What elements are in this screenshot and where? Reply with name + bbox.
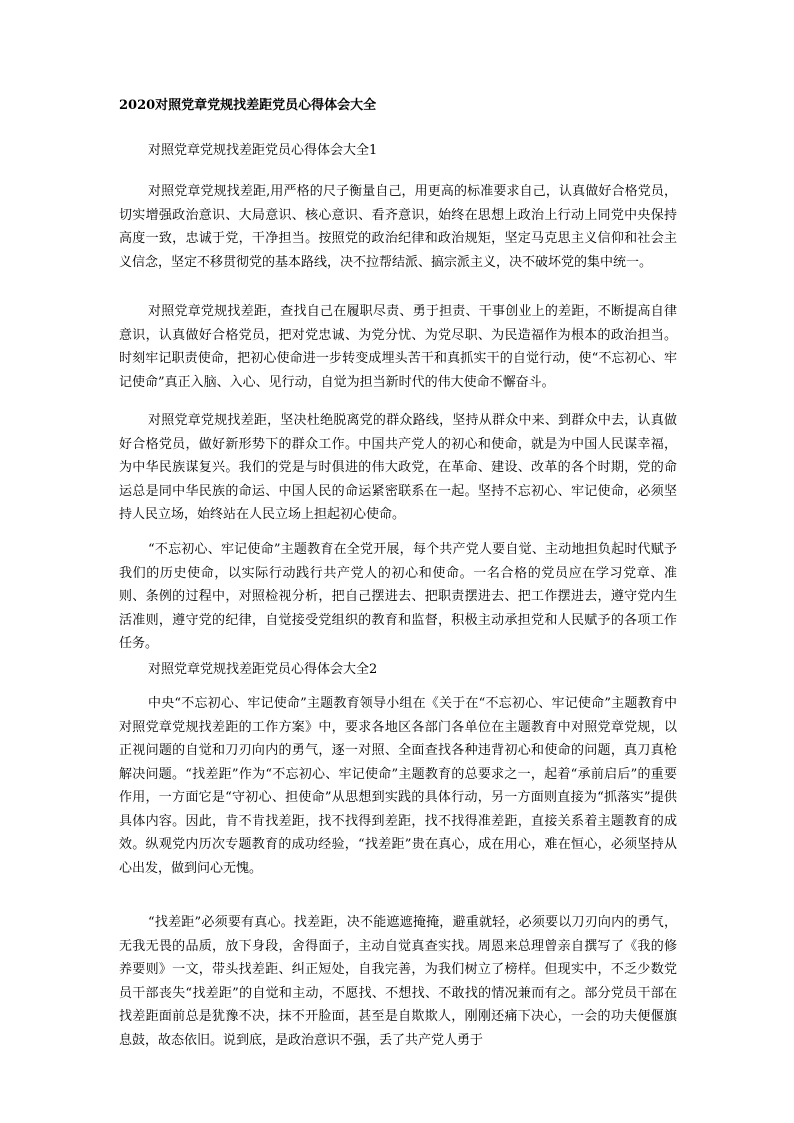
section-heading-2: 对照党章党规找差距党员心得体会大全2 xyxy=(148,662,378,677)
section-heading-1: 对照党章党规找差距党员心得体会大全1 xyxy=(148,143,378,158)
document-title: 2020对照党章党规找差距党员心得体会大全 xyxy=(119,98,377,113)
paragraph: 中央“不忘初心、牢记使命”主题教育领导小组在《关于在“不忘初心、牢记使命”主题教育中对照党章党规找差距的工作方案》中，要求各地区各部门各单位在主题教育中对照党章党规，以正视问题的自觉和刀刃向内的勇气，逐一对照、全面查找各种违背初心和使命的问题，真刀真枪解决问题。“找差距”作为“不忘初心、牢记使命”主题教育的总要求之一，起着“承前启后”的重要作用，一方面它是“守初心、担使命”从思想到实践的具体行动，另一方面则直接为“抓落实”提供具体内容。因此，肯不肯找差距，找不找得到差距，找不找得准差距，直接关系着主题教育的成效。纵观党内历次专题教育的成功经验，“找差距”贵在真心，成在用心，难在恒心，必须坚持从心出发，做到问心无愧。 xyxy=(119,696,677,876)
paragraph: 对照党章党规找差距，坚决杜绝脱离党的群众路线，坚持从群众中来、到群众中去，认真做好合格党员，做好新形势下的群众工作。中国共产党人的初心和使命，就是为中国人民谋幸福，为中华民族谋复兴。我们的党是与时俱进的伟大政党，在革命、建设、改革的各个时期，党的命运总是同中华民族的命运、中国人民的命运紧密联系在一起。坚持不忘初心、牢记使命，必须坚持人民立场，始终站在人民立场上担起初心使命。 xyxy=(119,413,677,522)
paragraph: “找差距”必须要有真心。找差距，决不能遮遮掩掩，避重就轻，必须要以刀刃向内的勇气，无我无畏的品质，放下身段，舍得面子，主动自觉真查实找。周恩来总理曾亲自撰写了《我的修养要则》一文，带头找差距、纠正短处，自我完善，为我们树立了榜样。但现实中，不乏少数党员干部丧失“找差距”的自觉和主动，不愿找、不想找、不敢找的情况兼而有之。部分党员干部在找差距面前总是犹豫不决，抹不开脸面，甚至是自欺欺人，刚刚还痛下决心，一会的功夫便偃旗息鼓，故态依旧。说到底，是政治意识不强，丢了共产党人勇于 xyxy=(119,915,677,1048)
paragraph: “不忘初心、牢记使命”主题教育在全党开展，每个共产党人要自觉、主动地担负起时代赋予我们的历史使命，以实际行动践行共产党人的初心和使命。一名合格的党员应在学习党章、准则、条例的过程中，对照检视分析，把自己摆进去、把职责摆进去、把工作摆进去，遵守党内生活准则，遵守党的纪律，自觉接受党组织的教育和监督，积极主动承担党和人民赋予的各项工作任务。 xyxy=(119,542,677,651)
paragraph: 对照党章党规找差距,用严格的尺子衡量自己，用更高的标准要求自己，认真做好合格党员，切实增强政治意识、大局意识、核心意识、看齐意识，始终在思想上政治上行动上同党中央保持高度一致，忠诚于党，干净担当。按照党的政治纪律和政治规矩，坚定马克思主义信仰和社会主义信念，坚定不移贯彻党的基本路线，决不拉帮结派、搞宗派主义，决不破坏党的集中统一。 xyxy=(119,184,677,270)
paragraph: 对照党章党规找差距，查找自己在履职尽责、勇于担责、干事创业上的差距，不断提高自律意识，认真做好合格党员，把对党忠诚、为党分忧、为党尽职、为民造福作为根本的政治担当。时刻牢记职责使命，把初心使命进一步转变成埋头苦干和真抓实干的自觉行动，使“不忘初心、牢记使命”真正入脑、入心、见行动，自觉为担当新时代的伟大使命不懈奋斗。 xyxy=(119,304,677,390)
